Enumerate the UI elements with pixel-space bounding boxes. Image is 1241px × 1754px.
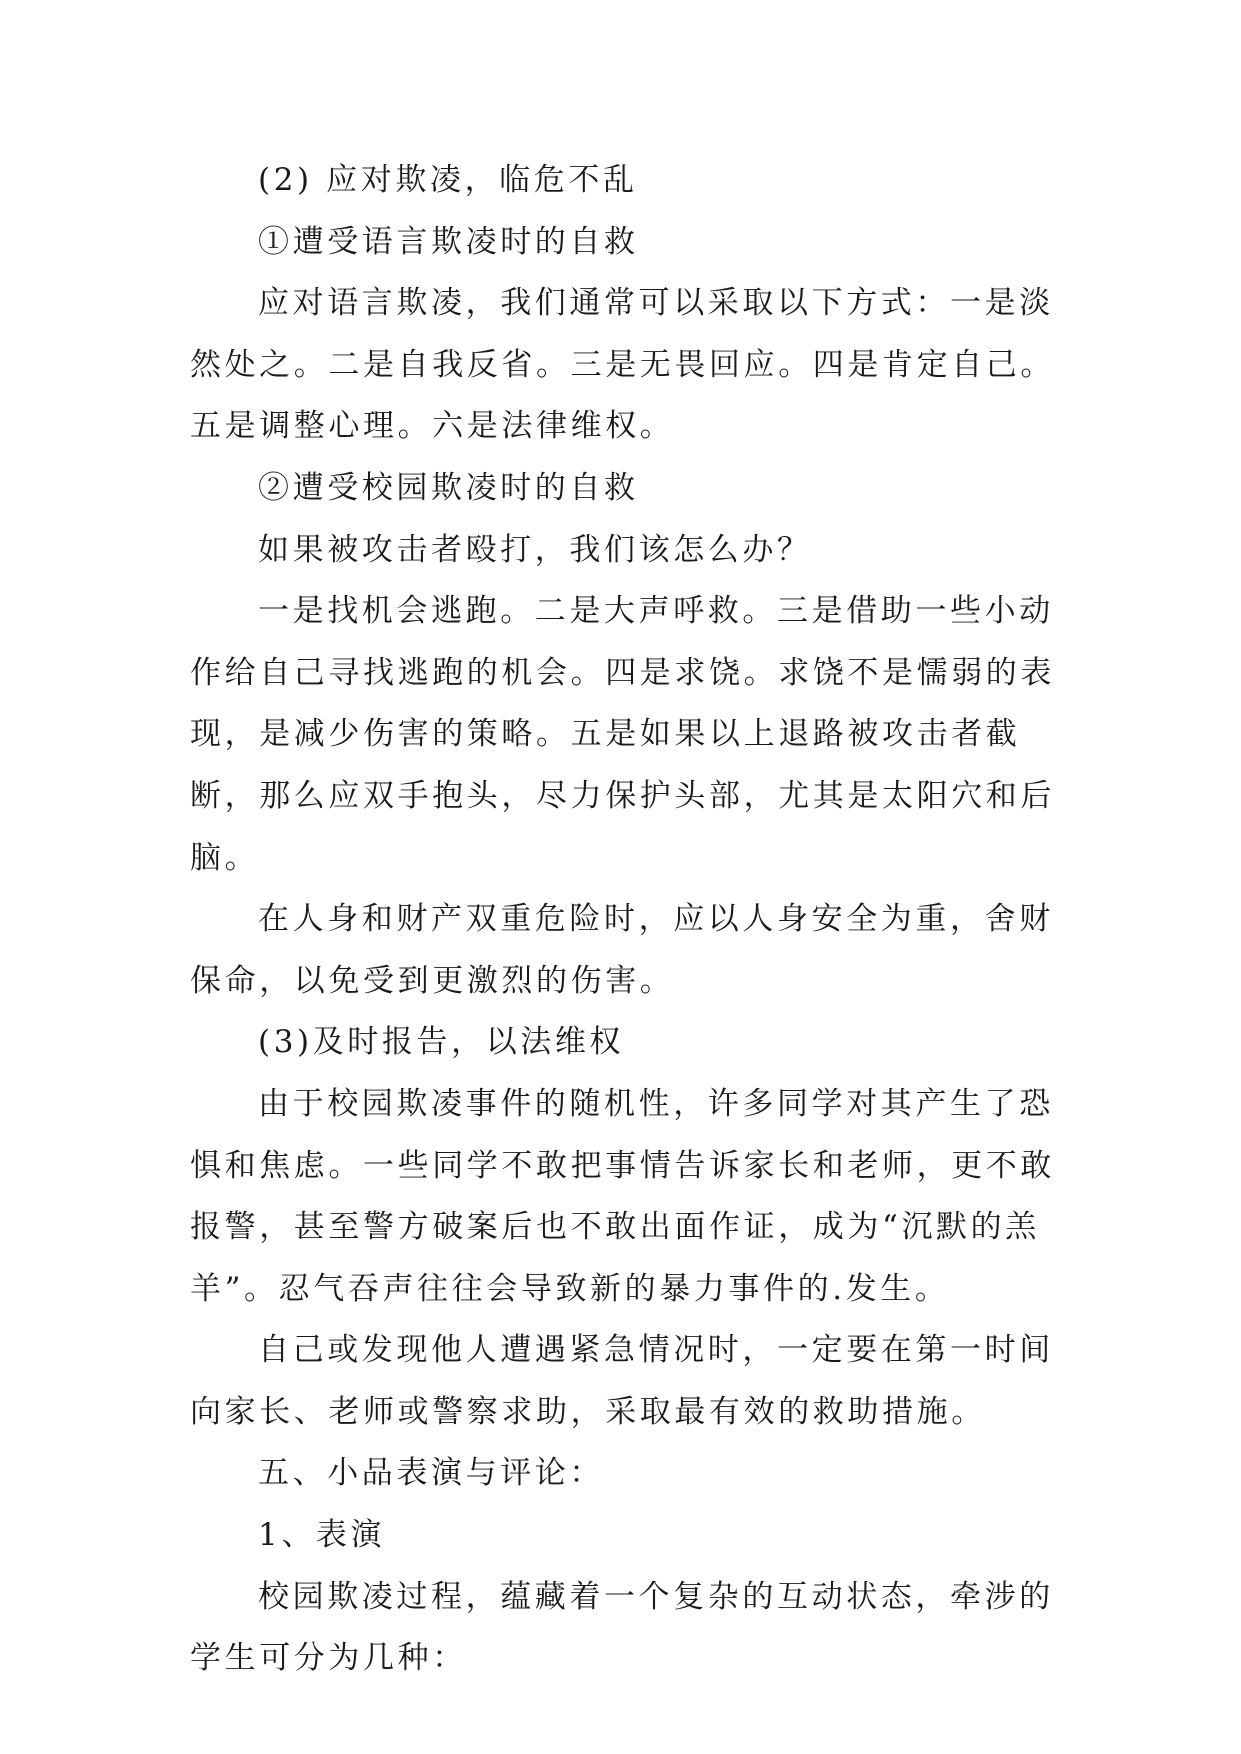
- subheading-campus-bullying: ②遭受校园欺凌时的自救: [258, 469, 639, 506]
- section-heading-report: (3)及时报告，以法维权: [258, 1024, 625, 1061]
- paragraph-safety-first: 在人身和财产双重危险时，应以人身安全为重，舍财保命，以免受到更激烈的伤害。: [190, 901, 1054, 999]
- paragraph-question: 如果被攻击者殴打，我们该怎么办？: [258, 531, 812, 568]
- section-heading-respond: (2) 应对欺凌，临危不乱: [258, 162, 638, 198]
- paragraph-seek-help: 自己或发现他人遭遇紧急情况时，一定要在第一时间向家长、老师或警察求助，采取最有效的救助措施。: [190, 1332, 1054, 1430]
- paragraph-escape-methods: 一是找机会逃跑。二是大声呼救。三是借助一些小动作给自己寻找逃跑的机会。四是求饶。求饶不是懦弱的表现，是减少伤害的策略。五是如果以上退路被攻击者截断，那么应双手抱头，尽力保护头部，尤其是太阳穴和后脑。: [190, 593, 1055, 876]
- section-heading-skit: 五、小品表演与评论：: [258, 1455, 604, 1492]
- subheading-performance: 1、表演: [258, 1517, 386, 1554]
- paragraph-student-types: 校园欺凌过程，蕴藏着一个复杂的互动状态，牵涉的学生可分为几种：: [190, 1578, 1054, 1677]
- document-body: [190, 150, 1070, 1690]
- subheading-verbal-bullying: ①遭受语言欺凌时的自救: [258, 223, 639, 260]
- paragraph-verbal-methods: 应对语言欺凌，我们通常可以采取以下方式：一是淡然处之。二是自我反省。三是无畏回应。四是肯定自己。五是调整心理。六是法律维权。: [190, 285, 1055, 445]
- paragraph-fear-anxiety: 由于校园欺凌事件的随机性，许多同学对其产生了恐惧和焦虑。一些同学不敢把事情告诉家长和老师，更不敢报警，甚至警方破案后也不敢出面作证，成为“沉默的羔羊”。忍气吞声往往会导致新的暴力事件的.发生。: [190, 1085, 1055, 1307]
